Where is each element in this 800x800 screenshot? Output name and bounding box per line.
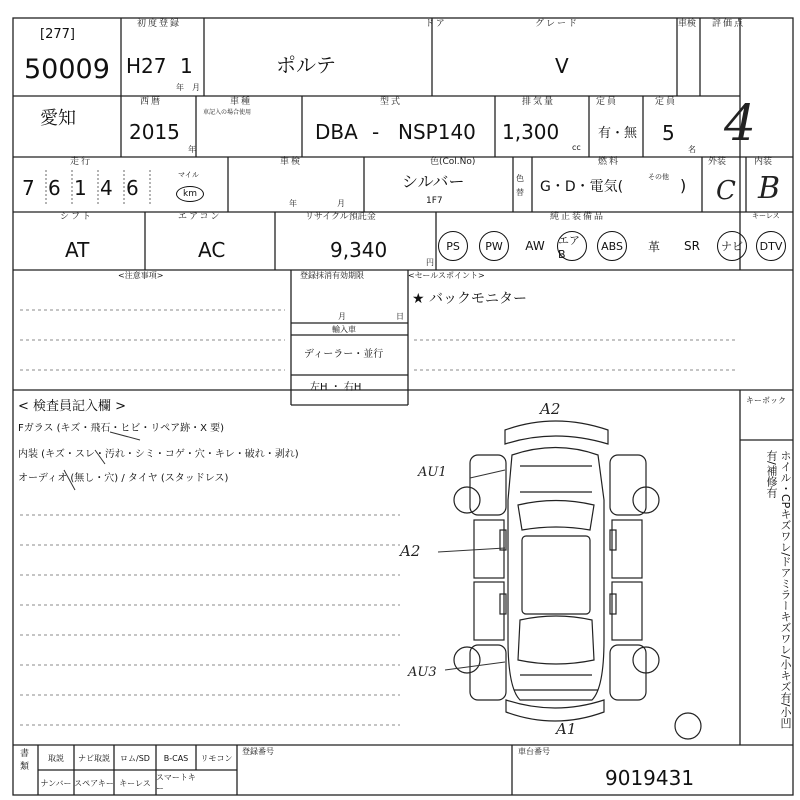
mileage-unit-km: km [176, 186, 204, 202]
shaken-row-label: 車検 [280, 157, 303, 167]
year-western: 2015 [129, 120, 180, 144]
mark-rear-bumper: A1 [556, 720, 577, 738]
shift-label: シフト [60, 212, 94, 222]
color-repaint-label: 色替 [516, 174, 524, 197]
import-label: 輸入車 [332, 325, 356, 334]
mileage-digit: 1 [74, 176, 87, 200]
equipment-item: DTV [756, 231, 786, 261]
footer-doc-item: ナビ取説 [78, 753, 110, 763]
footer-doc-item: 取説 [48, 753, 64, 763]
caution-label: <注意事項> [118, 271, 164, 280]
shaken-month: 月 [337, 199, 345, 208]
recycle-unit: 円 [426, 258, 434, 267]
type-label: 型式 [380, 97, 403, 107]
footer-doc-item: スペアキー [74, 778, 114, 788]
fuel-label: 燃料 [598, 157, 621, 167]
model-dash: - [372, 120, 380, 144]
capacity-unit: 名 [688, 145, 696, 154]
era-year: H27 [126, 54, 167, 78]
aircon-value: AC [198, 238, 226, 262]
equipment-item: 革 [647, 239, 660, 254]
shaken-label: 車検 [678, 19, 697, 29]
model-type-label: 車種 [230, 97, 253, 107]
steering-side: 左H ・ 右H [310, 382, 362, 393]
mark-rear-left: AU3 [408, 665, 437, 680]
year-western-unit: 年 [188, 145, 196, 154]
vehicle-grade: V [555, 54, 569, 78]
mileage-digit: 6 [126, 176, 139, 200]
mileage-digit: 7 [22, 176, 35, 200]
color-name: シルバー [402, 172, 465, 191]
shaken-year: 年 [289, 199, 297, 208]
equipment-item: PS [438, 231, 468, 261]
footer-doc-item: キーレス [119, 778, 151, 788]
fuel-other: その他 [648, 173, 669, 181]
chassis-label: 車台番号 [518, 747, 550, 756]
mark-front-bumper: A2 [540, 400, 561, 418]
mileage-digit: 6 [48, 176, 61, 200]
recycle-label: リサイクル預託金 [305, 212, 376, 222]
displacement-unit: cc [572, 143, 581, 152]
mark-front-left: AU1 [418, 465, 447, 480]
footer-doc-item: ナンバー [40, 778, 72, 788]
selling-point-label: <セールスポイント> [408, 271, 485, 280]
exterior-label: 外装 [708, 157, 727, 167]
reg-number-label: 登録番号 [242, 747, 274, 756]
reg-month-unit: 月 [338, 312, 346, 321]
fuel-options: G・D・電気( [540, 179, 624, 195]
region: 愛知 [40, 108, 76, 129]
reg-day-unit: 日 [396, 312, 404, 321]
equipment-item: AW [525, 239, 545, 253]
footer-doc-item: ロム/SD [120, 753, 150, 763]
keyless-label: キーレス [752, 212, 780, 220]
inspector-line-audio: オーディオ (無し・穴) / タイヤ (スタッドレス) [18, 473, 229, 484]
aircon-label: エアコン [178, 212, 222, 222]
color-code: 1F7 [426, 196, 443, 206]
color-label: 色(Col.No) [430, 157, 476, 167]
mileage-label: 走行 [70, 157, 93, 167]
inspector-line-glass: Fガラス (キズ・飛石・ヒビ・リペア跡・X 要) [18, 423, 225, 434]
mileage-digit: 4 [100, 176, 113, 200]
year-unit: 年 [176, 83, 184, 92]
footer-doc-item: B-CAS [163, 753, 189, 763]
score-label: 評価点 [712, 19, 746, 29]
score-value: 4 [724, 94, 756, 152]
equipment-item: エアB [557, 231, 587, 261]
footer-doc-item: スマートキー [156, 773, 196, 793]
interior-label: 内装 [754, 157, 773, 167]
footer-doc-label: 書類 [18, 748, 28, 774]
month-unit: 月 [192, 83, 200, 92]
equipment-item: ナビ [717, 231, 747, 261]
fuel-close: ) [680, 176, 687, 195]
shift-value: AT [65, 238, 90, 262]
year-label: 西暦 [140, 97, 163, 107]
import-value: ディーラー・並行 [304, 349, 384, 360]
lot-number: 50009 [24, 54, 110, 85]
capacity: 5 [662, 121, 675, 145]
first-reg-label: 初度登録 [137, 19, 182, 29]
capacity-label: 定員 [655, 97, 678, 107]
recycle-value: 9,340 [330, 238, 388, 262]
keybox-label: キーボック [746, 396, 786, 405]
reg-expiry-label: 登録抹消有効期限 [300, 271, 364, 280]
seating-option: 有・無 [598, 126, 638, 141]
interior-grade: B [758, 171, 781, 206]
seating-label: 定員 [596, 97, 619, 107]
model-note: 車記入の場合使用 [203, 109, 252, 116]
damage-legend: ホイル・CPキズワレ/ドアミラーキズワレ/小キズ有/小凹有/補修有 [765, 450, 792, 729]
displacement-label: 排気量 [522, 97, 556, 107]
grade-label: グレード [535, 19, 580, 29]
lot-small: [277] [40, 27, 75, 42]
equipment-label: 純正装備品 [550, 212, 606, 222]
mark-left-door: A2 [400, 542, 421, 560]
inspector-title: < 検査員記入欄 > [18, 399, 127, 414]
vehicle-name: ポルテ [276, 53, 336, 77]
selling-point: ★ バックモニター [412, 291, 528, 307]
inspector-line-interior: 内装 (キズ・スレ・汚れ・シミ・コゲ・穴・キレ・破れ・剥れ) [18, 449, 299, 460]
exterior-grade: C [716, 176, 736, 206]
equipment-item: ABS [597, 231, 627, 261]
equipment-item: SR [684, 239, 700, 253]
reg-month: 1 [180, 54, 193, 78]
equipment-item: PW [479, 231, 509, 261]
chassis-number: 9019431 [605, 766, 695, 790]
footer-doc-item: リモコン [200, 753, 233, 763]
mileage-unit-mile: マイル [178, 171, 199, 179]
model-code: NSP140 [398, 120, 476, 144]
doors-label: ドア [425, 19, 447, 29]
model-prefix: DBA [315, 120, 358, 144]
displacement: 1,300 [502, 120, 560, 144]
